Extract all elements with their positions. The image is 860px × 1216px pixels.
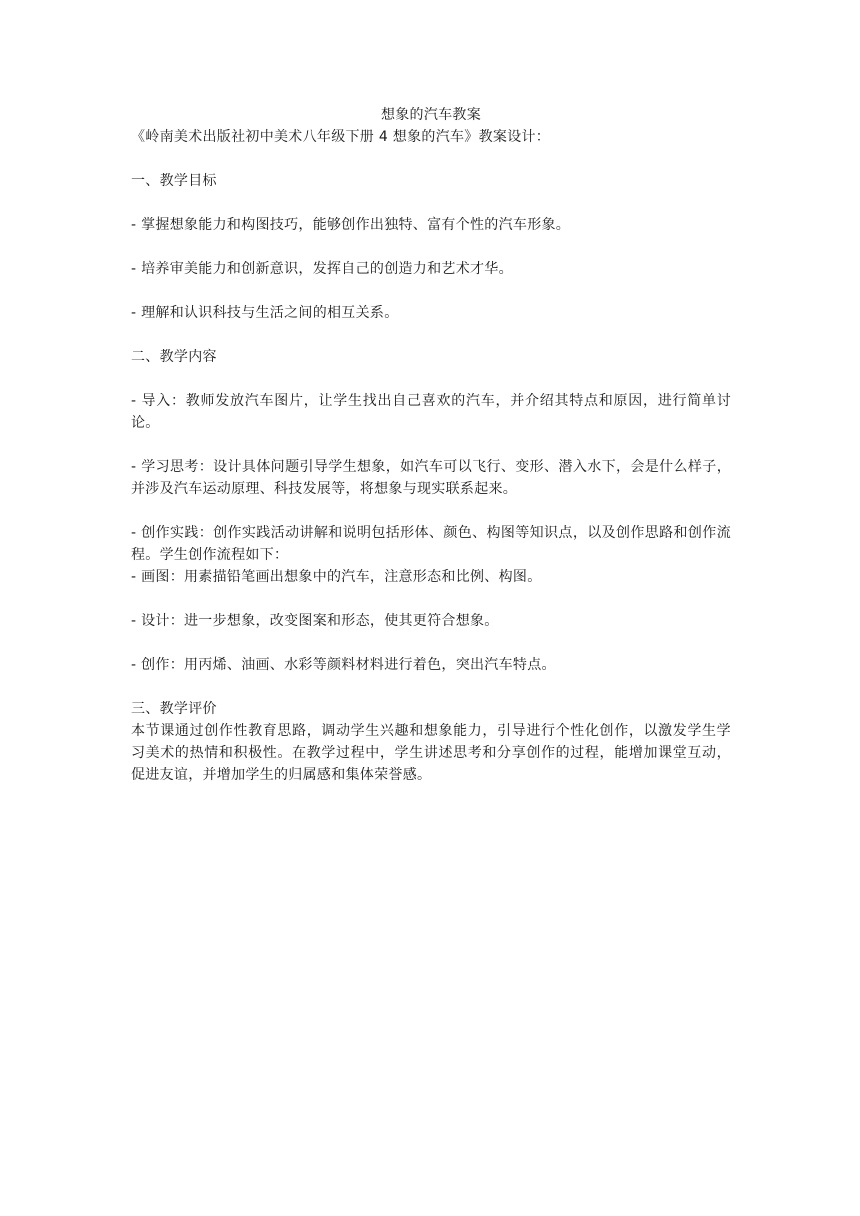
spacer <box>131 148 731 170</box>
content-intro: - 导入：教师发放汽车图片，让学生找出自己喜欢的汽车，并介绍其特点和原因，进行简单讨论。 <box>131 393 731 431</box>
objective-item: - 掌握想象能力和构图技巧，能够创作出独特、富有个性的汽车形象。 <box>131 217 571 233</box>
section-heading-objectives: 一、教学目标 <box>131 173 217 189</box>
spacer <box>131 632 731 654</box>
spacer <box>131 280 731 302</box>
objective-item: - 理解和认识科技与生活之间的相互关系。 <box>131 305 399 321</box>
spacer <box>131 676 731 698</box>
section-heading-evaluation: 三、教学评价 <box>131 701 217 717</box>
document-body <box>131 104 731 786</box>
content-thinking: - 学习思考：设计具体问题引导学生想象，如汽车可以飞行、变形、潜入水下，会是什么样子，并涉及汽车运动原理、科技发展等，将想象与现实联系起来。 <box>131 459 731 497</box>
content-practice: - 创作实践：创作实践活动讲解和说明包括形体、颜色、构图等知识点，以及创作思路和创作流程。学生创作流程如下： <box>131 525 731 563</box>
spacer <box>131 368 731 390</box>
spacer <box>131 500 731 522</box>
evaluation-body: 本节课通过创作性教育思路，调动学生兴趣和想象能力，引导进行个性化创作，以激发学生学习美术的热情和积极性。在教学过程中，学生讲述思考和分享创作的过程，能增加课堂互动，促进友谊，并增加学生的归属感和集体荣誉感。 <box>131 723 731 783</box>
spacer <box>131 192 731 214</box>
spacer <box>131 588 731 610</box>
page-title: 想象的汽车教案 <box>380 107 482 123</box>
step-create: - 创作：用丙烯、油画、水彩等颜料材料进行着色，突出汽车特点。 <box>131 657 556 673</box>
step-design: - 设计：进一步想象，改变图案和形态，使其更符合想象。 <box>131 613 499 629</box>
step-draw: - 画图：用素描铅笔画出想象中的汽车，注意形态和比例、构图。 <box>131 569 542 585</box>
section-heading-content: 二、教学内容 <box>131 349 217 365</box>
document-subtitle: 《岭南美术出版社初中美术八年级下册 4 想象的汽车》教案设计： <box>131 129 551 145</box>
spacer <box>131 324 731 346</box>
spacer <box>131 236 731 258</box>
spacer <box>131 434 731 456</box>
objective-item: - 培养审美能力和创新意识，发挥自己的创造力和艺术才华。 <box>131 261 513 277</box>
